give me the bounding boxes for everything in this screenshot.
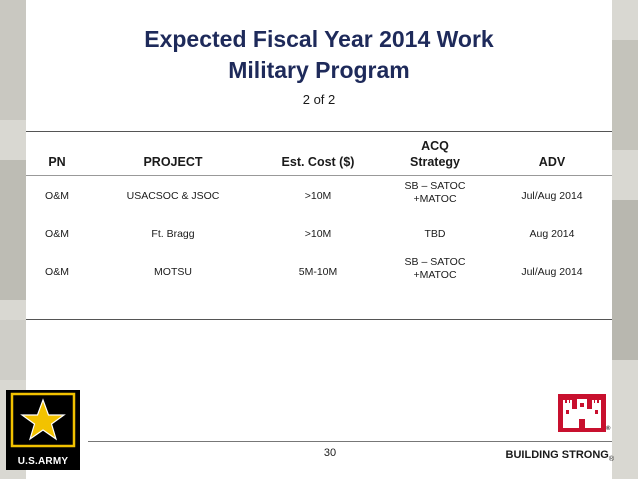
registered-mark: ® <box>608 456 614 464</box>
cell-acq <box>378 174 492 218</box>
page-number: 30 <box>323 447 337 459</box>
cell-pn: O&M <box>45 189 69 202</box>
cell-project: USACSOC & JSOC <box>126 189 220 202</box>
footer-brand-text: BUILDING STRONG <box>505 449 609 461</box>
slide-subtitle: 2 of 2 <box>302 92 336 107</box>
table-row <box>26 174 612 218</box>
cell-acq-line1: TBD <box>424 227 446 240</box>
cell-project: MOTSU <box>154 265 192 278</box>
header-adv: ADV <box>538 155 566 169</box>
cell-adv: Jul/Aug 2014 <box>521 189 583 202</box>
header-pn: PN <box>48 155 66 169</box>
castle-registered-mark: ® <box>606 426 611 432</box>
army-wordmark: U.S.ARMY <box>17 456 69 467</box>
cell-acq <box>378 218 492 250</box>
title-line-2: Military Program <box>228 57 410 83</box>
table-row <box>26 250 612 294</box>
army-star-icon <box>6 390 80 452</box>
header-acq-strategy <box>378 134 492 174</box>
cell-acq-line2: +MATOC <box>413 269 457 281</box>
us-army-logo <box>6 390 80 470</box>
cell-cost: 5M-10M <box>298 265 338 278</box>
cell-adv: Jul/Aug 2014 <box>521 265 583 278</box>
cell-pn: O&M <box>45 265 69 278</box>
cell-pn: O&M <box>45 227 69 240</box>
title-line-1: Expected Fiscal Year 2014 Work <box>144 26 494 52</box>
header-project: PROJECT <box>143 155 203 169</box>
cell-cost: >10M <box>304 227 332 240</box>
military-program-table <box>26 134 612 294</box>
header-cost: Est. Cost ($) <box>281 155 355 169</box>
cell-acq-line1: SB – SATOC <box>404 256 466 268</box>
cell-adv: Aug 2014 <box>529 227 575 240</box>
header-acq-line1: ACQ <box>421 139 449 153</box>
cell-acq <box>378 250 492 294</box>
cell-acq-line2: +MATOC <box>413 193 457 205</box>
footer-brand <box>506 449 614 463</box>
cell-acq-line1: SB – SATOC <box>404 180 466 192</box>
table-top-rule <box>26 131 612 132</box>
slide-title <box>26 24 612 86</box>
table-bottom-rule <box>26 319 612 320</box>
table-header-row <box>26 134 612 174</box>
cell-project: Ft. Bragg <box>151 227 195 240</box>
corps-of-engineers-castle-icon <box>558 394 606 432</box>
cell-cost: >10M <box>304 189 332 202</box>
footer-rule <box>88 441 612 442</box>
table-row <box>26 218 612 250</box>
header-acq-line2: Strategy <box>409 155 461 169</box>
